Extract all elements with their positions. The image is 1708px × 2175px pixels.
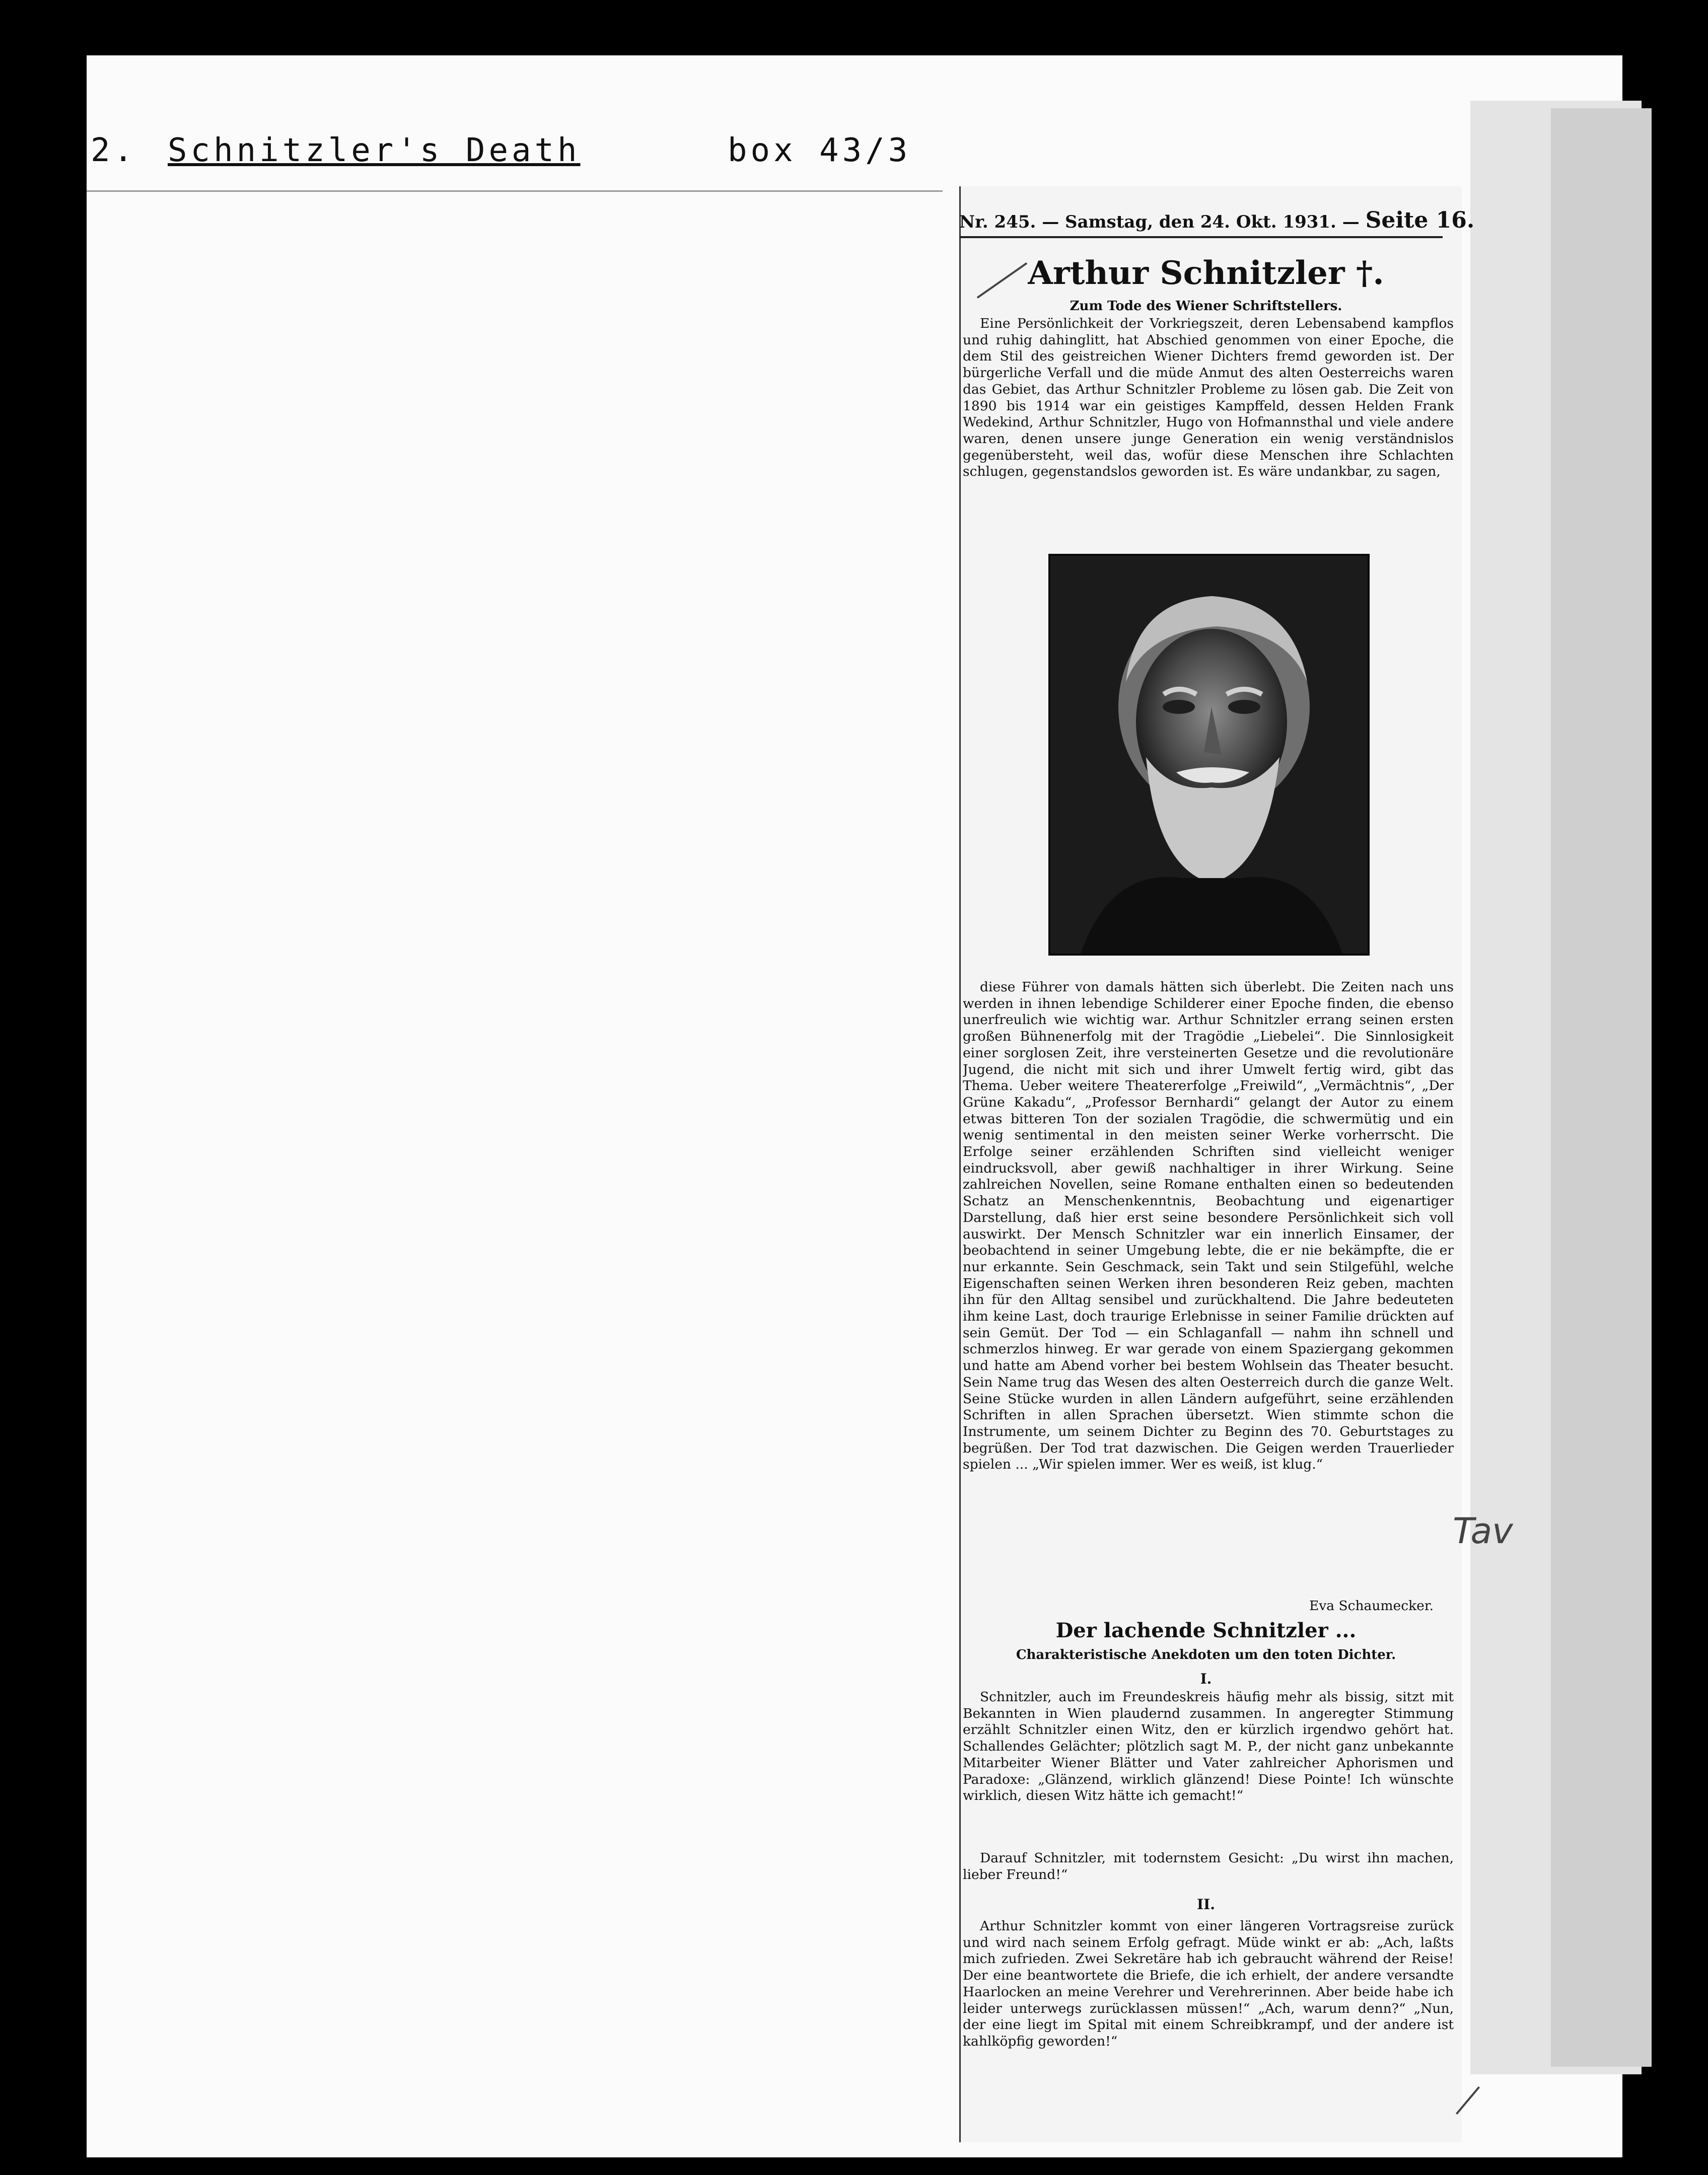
dateline-text: Nr. 245. — Samstag, den 24. Okt. 1931. — — [959, 212, 1360, 232]
clipping-dateline — [959, 207, 1475, 238]
article-paragraph-2: diese Führer von damals hätten sich überlebt. Die Zeiten nach uns werden in ihnen lebendige Schilderer einer Epoche finden, die ebenso unerfreulich wie wichtig war. Arthur Schnitzler errang seinen ersten großen Bühnenerfolg mit der Tragödie „Liebelei“. Die Sinnlosigkeit einer sorglosen Zeit, ihre versteinerten Gesetze und die revolutionäre Jugend, die nicht mit sich und ihrer Umwelt fertig wird, gibt das Thema. Ueber weitere Theatererfolge „Freiwild“, „Vermächtnis“, „Der Grüne Kakadu“, „Professor Bernhardi“ gelangt der Autor zu einem etwas bitteren Ton der sozialen Tragödie, die schwermütig und ein wenig sentimental in den meisten seiner Werke vorherrscht. Die Erfolge seiner erzählenden Schriften sind vielleicht weniger eindrucksvoll, aber gewiß nachhaltiger in ihrer Wirkung. Seine zahlreichen Novellen, seine Romane enthalten einen so bedeutenden Schatz an Menschenkenntnis, Beobachtung und eigenartiger Darstellung, daß hier erst seine besondere Persönlichkeit sich voll auswirkt. Der Mensch Schnitzler war ein innerlich Einsamer, der beobachtend in seiner Umgebung lebte, die er nie bekämpfte, die er nur erkannte. Sein Geschmack, sein Takt und sein Stilgefühl, welche Eigenschaften seinen Werken ihren besonderen Reiz geben, machten ihn für den Alltag sensibel und zurückhaltend. Die Jahre bedeuteten ihm keine Last, doch traurige Erlebnisse in seiner Familie drückten auf sein Gemüt. Der Tod — ein Schlaganfall — nahm ihn schnell und schmerzlos hinweg. Er war gerade von einem Spaziergang gekommen und hatte am Abend vorher bei bestem Wohlsein das Theater besucht. Sein Name trug das Wesen des alten Oesterreich durch die ganze Welt. Seine Stücke wurden in allen Ländern aufgeführt, seine erzählenden Schriften in allen Sprachen übersetzt. Wien stimmte schon die Instrumente, um seinem Dichter zu Beginn des 70. Geburtstages zu begrüßen. Der Tod trat dazwischen. Die Geigen werden Trauerlieder spielen ... „Wir spielen immer. Wer es weiß, ist klug.“ — [963, 979, 1454, 1473]
pencil-annotation: Tav — [1453, 1510, 1513, 1552]
article-title: Arthur Schnitzler †. — [1028, 254, 1384, 292]
archive-folder-title: Schnitzler's Death — [168, 132, 581, 169]
anecdote-number-1: I. — [1200, 1671, 1212, 1687]
archive-box-label: box 43/3 — [728, 132, 911, 169]
page-number: Seite 16. — [1365, 207, 1475, 233]
portrait-illustration — [1050, 556, 1368, 954]
anecdote-1: Schnitzler, auch im Freundeskreis häufig mehr als bissig, sitzt mit Bekannten in Wien plaudernd zusammen. In angeregter Stimmung erzählt Schnitzler einen Witz, den er kürzlich irgendwo gehört hat. Schallendes Gelächter; plötzlich sagt M. P., der nicht ganz unbekannte Mitarbeiter Wiener Blätter und Vater zahlreicher Aphorismen und Paradoxe: „Glänzend, wirklich glänzend! Diese Pointe! Ich wünschte wirklich, diesen Witz hätte ich gemacht!“ — [963, 1689, 1454, 1804]
underlying-sheet-edge — [1551, 108, 1652, 2067]
archive-number: 2. — [91, 132, 137, 169]
anecdote-1-punchline: Darauf Schnitzler, mit todernstem Gesicht: „Du wirst ihn machen, lieber Freund!“ — [963, 1850, 1454, 1882]
anecdote-number-2: II. — [1197, 1896, 1215, 1913]
portrait-photo — [1048, 554, 1370, 956]
article-subtitle: Zum Tode des Wiener Schriftstellers. — [1070, 299, 1342, 314]
section-subheading: Charakteristische Anekdoten um den toten Dichter. — [1016, 1647, 1396, 1662]
article-paragraph-1: Eine Persönlichkeit der Vorkriegszeit, deren Lebensabend kampflos und ruhig dahinglitt, hat Abschied genommen von einer Epoche, die dem Stil des geistreichen Wiener Dichters fremd geworden ist. Der bürgerliche Verfall und die müde Anmut des alten Oesterreichs waren das Gebiet, das Arthur Schnitzler Probleme zu lösen gab. Die Zeit von 1890 bis 1914 war ein geistiges Kampffeld, dessen Helden Frank Wedekind, Arthur Schnitzler, Hugo von Hofmannsthal und viele andere waren, denen unsere junge Generation ein wenig verständnislos gegenübersteht, weil das, wofür diese Menschen ihre Schlachten schlugen, gegenstandslos geworden ist. Es wäre undankbar, zu sagen, — [963, 316, 1454, 480]
header-divider — [87, 190, 943, 192]
article-author: Eva Schaumecker. — [1309, 1598, 1434, 1614]
section-heading: Der lachende Schnitzler ... — [1055, 1619, 1357, 1642]
anecdote-2: Arthur Schnitzler kommt von einer längeren Vortragsreise zurück und wird nach seinem Erfolg gefragt. Müde winkt er ab: „Ach, laßts mich zufrieden. Zwei Sekretäre hab ich gebraucht während der Reise! Der eine beantwortete die Briefe, die ich erhielt, der andere versandte Haarlocken an meine Verehrer und Verehrerinnen. Aber beide habe ich leider unterwegs zurücklassen müssen!“ „Ach, warum denn?“ „Nun, der eine liegt im Spital mit einem Schreibkrampf, und der andere ist kahlköpfig geworden!“ — [963, 1918, 1454, 2049]
